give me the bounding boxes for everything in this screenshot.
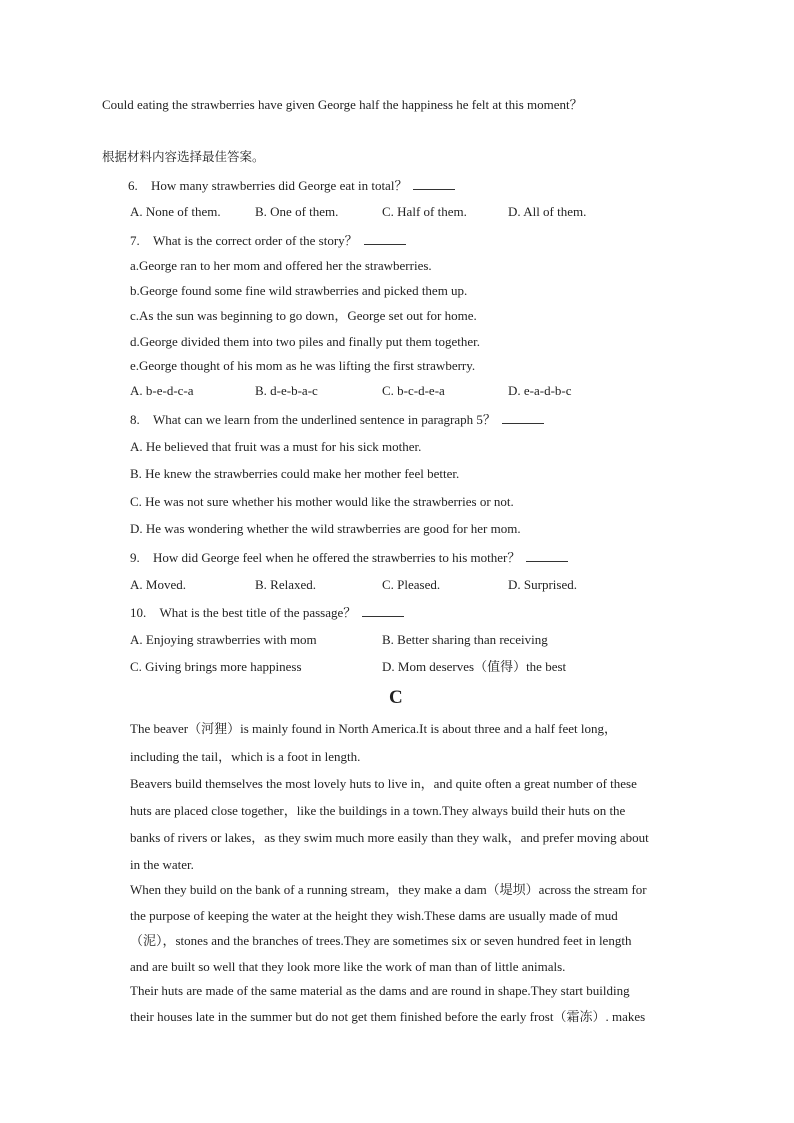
option-text: b-e-d-c-a (145, 383, 194, 398)
option-a[interactable] (130, 577, 186, 593)
sequence-item-a: a.George ran to her mom and offered her the strawberries. (130, 258, 432, 273)
option-text: Surprised. (523, 577, 577, 592)
question-8 (130, 411, 544, 428)
option-text: Giving brings more happiness (145, 659, 302, 674)
option-c[interactable] (130, 494, 514, 510)
option-text: Better sharing than receiving (397, 632, 548, 647)
passage-line: their houses late in the summer but do not get them finished before the early frost（霜冻）. makes (130, 1009, 646, 1024)
option-text: He knew the strawberries could make her mother feel better. (145, 466, 460, 481)
option-a[interactable] (130, 439, 421, 455)
option-a[interactable] (130, 632, 317, 648)
option-text: Moved. (145, 577, 186, 592)
option-letter: A. (130, 204, 143, 219)
option-text: All of them. (523, 204, 587, 219)
option-text: He was wondering whether the wild strawberries are good for her mom. (145, 521, 521, 536)
passage-line: The beaver（河狸）is mainly found in North America.It is about three and a half feet long， (130, 721, 617, 736)
option-d[interactable] (130, 521, 521, 537)
option-text: He was not sure whether his mother would like the strawberries or not. (145, 494, 514, 509)
option-text: Mom deserves（值得）the best (397, 659, 567, 674)
passage-line: and are built so well that they look more like the work of man than of little animals. (130, 959, 566, 974)
option-letter: B. (255, 577, 267, 592)
question-text: What can we learn from the underlined sentence in paragraph 5？ (153, 412, 496, 427)
passage-line: the purpose of keeping the water at the height they wish.These dams are usually made of mud (130, 908, 618, 923)
answer-blank[interactable] (364, 232, 406, 245)
option-letter: C. (382, 577, 394, 592)
option-d[interactable] (508, 577, 577, 593)
option-text: Half of them. (397, 204, 467, 219)
option-letter: B. (382, 632, 394, 647)
question-number: 9. (130, 550, 140, 565)
option-text: b-c-d-e-a (397, 383, 445, 398)
option-letter: D. (382, 659, 395, 674)
passage-line: banks of rivers or lakes，as they swim much more easily than they walk，and prefer moving about (130, 830, 649, 845)
option-letter: A. (130, 577, 143, 592)
question-text: What is the correct order of the story？ (153, 233, 358, 248)
option-text: Pleased. (397, 577, 441, 592)
option-letter: C. (382, 204, 394, 219)
passage-line: Beavers build themselves the most lovely huts to live in，and quite often a great number of these (130, 776, 637, 791)
option-d[interactable] (382, 659, 566, 675)
passage-line: including the tail，which is a foot in length. (130, 749, 361, 764)
sequence-item-b: b.George found some fine wild strawberries and picked them up. (130, 283, 468, 298)
question-text: How many strawberries did George eat in total？ (151, 178, 408, 193)
instruction: 根据材料内容选择最佳答案。 (102, 149, 265, 164)
option-text: He believed that fruit was a must for his sick mother. (145, 439, 422, 454)
option-letter: B. (255, 204, 267, 219)
option-a[interactable] (130, 204, 221, 220)
answer-blank[interactable] (362, 604, 404, 617)
intro-question: Could eating the strawberries have given George half the happiness he felt at this moment？ (102, 97, 583, 112)
option-b[interactable] (382, 632, 548, 648)
option-b[interactable] (255, 204, 338, 220)
sequence-item-c: c.As the sun was beginning to go down，George set out for home. (130, 308, 477, 323)
option-letter: B. (130, 466, 142, 481)
option-b[interactable] (255, 383, 318, 399)
option-c[interactable] (130, 659, 302, 675)
option-letter: D. (508, 577, 521, 592)
sequence-item-d: d.George divided them into two piles and finally put them together. (130, 334, 480, 349)
question-number: 10. (130, 605, 147, 620)
passage-line: huts are placed close together，like the buildings in a town.They always build their huts on the (130, 803, 626, 818)
passage-line: Their huts are made of the same material as the dams and are round in shape.They start building (130, 983, 630, 998)
question-7 (130, 232, 406, 249)
option-letter: C. (382, 383, 394, 398)
passage-line: in the water. (130, 857, 194, 872)
option-letter: D. (508, 204, 521, 219)
option-b[interactable] (255, 577, 316, 593)
answer-blank[interactable] (502, 411, 544, 424)
option-text: Relaxed. (270, 577, 317, 592)
answer-blank[interactable] (526, 549, 568, 562)
question-6 (128, 177, 455, 194)
question-number: 6. (128, 178, 138, 193)
option-b[interactable] (130, 466, 459, 482)
option-letter: B. (255, 383, 267, 398)
option-letter: D. (508, 383, 521, 398)
section-title: C (389, 687, 403, 708)
option-text: One of them. (270, 204, 339, 219)
sequence-item-e: e.George thought of his mom as he was lifting the first strawberry. (130, 358, 476, 373)
option-d[interactable] (508, 383, 572, 399)
option-text: None of them. (145, 204, 221, 219)
option-text: e-a-d-b-c (523, 383, 572, 398)
option-c[interactable] (382, 577, 440, 593)
option-letter: C. (130, 659, 142, 674)
option-d[interactable] (508, 204, 586, 220)
question-9 (130, 549, 568, 566)
option-c[interactable] (382, 204, 467, 220)
option-letter: A. (130, 383, 143, 398)
option-text: d-e-b-a-c (270, 383, 318, 398)
passage-line: （泥），stones and the branches of trees.They are sometimes six or seven hundred feet in length (130, 933, 632, 948)
question-10 (130, 604, 404, 621)
passage-line: When they build on the bank of a running stream，they make a dam（堤坝）across the stream for (130, 882, 647, 897)
answer-blank[interactable] (413, 177, 455, 190)
option-c[interactable] (382, 383, 445, 399)
option-a[interactable] (130, 383, 194, 399)
option-letter: D. (130, 521, 143, 536)
question-text: How did George feel when he offered the strawberries to his mother？ (153, 550, 521, 565)
question-number: 7. (130, 233, 140, 248)
option-text: Enjoying strawberries with mom (145, 632, 317, 647)
question-number: 8. (130, 412, 140, 427)
question-text: What is the best title of the passage？ (159, 605, 357, 620)
option-letter: A. (130, 439, 143, 454)
option-letter: A. (130, 632, 143, 647)
option-letter: C. (130, 494, 142, 509)
